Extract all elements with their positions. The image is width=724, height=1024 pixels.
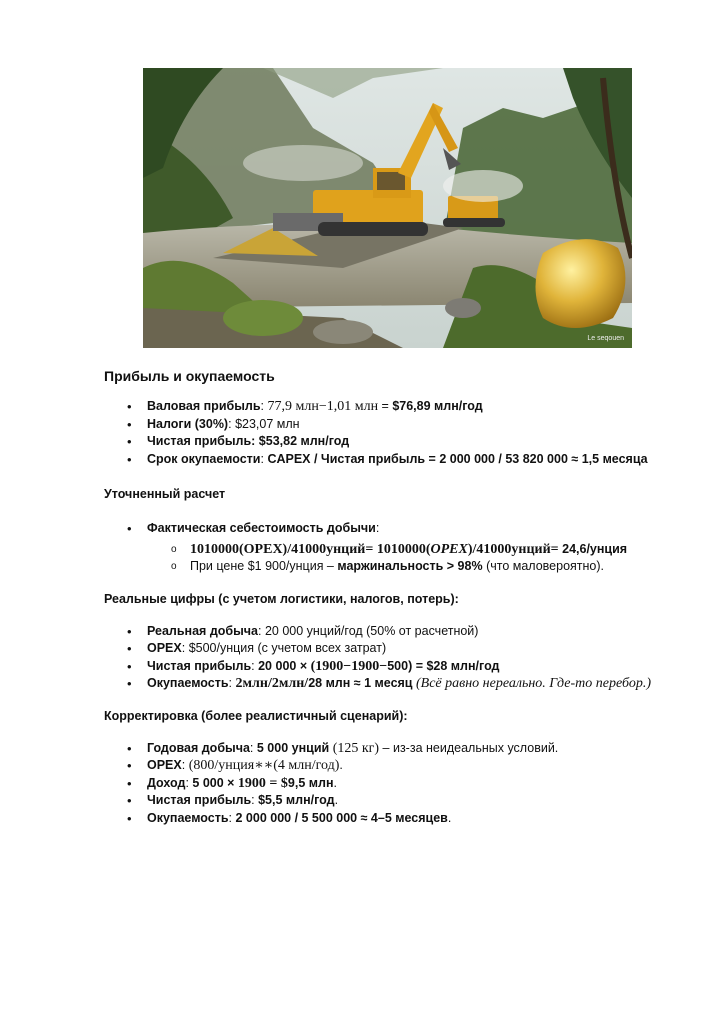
- section-title-refined: Уточненный расчет: [104, 487, 226, 501]
- sub-list-item: o 1010000(OPEX)/41000унций= 1010000(OPEX)/41000унций= 24,6/унция: [104, 541, 684, 559]
- list-item: • Чистая прибыль: 20 000 × (1900−1900−500) = $28 млн/год: [104, 658, 684, 676]
- image-watermark: Le seqouen: [587, 335, 624, 342]
- list-item: • Окупаемость: 2 000 000 / 5 500 000 ≈ 4–5 месяцев.: [104, 810, 684, 828]
- list-item: • Годовая добыча: 5 000 унций (125 кг) – из-за неидеальных условий.: [104, 740, 684, 758]
- document-body: [104, 368, 684, 827]
- profit-list: [104, 398, 684, 468]
- list-item: • Срок окупаемости: CAPEX / Чистая прибыль = 2 000 000 / 53 820 000 ≈ 1,5 месяца: [104, 451, 684, 469]
- hero-image: [143, 68, 632, 348]
- section-title-real-numbers: Реальные цифры (с учетом логистики, налогов, потерь):: [104, 591, 459, 606]
- mining-scene-illustration: [143, 68, 632, 348]
- section-title-profit: Прибыль и окупаемость: [104, 368, 275, 384]
- list-item: • Чистая прибыль: $5,5 млн/год.: [104, 792, 684, 810]
- list-item: • Фактическая себестоимость добычи:: [104, 520, 684, 538]
- refined-list: [104, 520, 684, 538]
- list-item: • OPEX: $500/унция (с учетом всех затрат): [104, 640, 684, 658]
- list-item: • Реальная добыча: 20 000 унций/год (50% от расчетной): [104, 623, 684, 641]
- sub-list-item: o При цене $1 900/унция – маржинальность > 98% (что маловероятно).: [104, 558, 684, 576]
- list-item: • Доход: 5 000 × 1900 = $9,5 млн.: [104, 775, 684, 793]
- section-title-correction: Корректировка (более реалистичный сценарий):: [104, 708, 408, 723]
- correction-list: [104, 740, 684, 828]
- real-numbers-list: [104, 623, 684, 693]
- list-item: • Валовая прибыль: 77,9 млн−1,01 млн = $76,89 млн/год: [104, 398, 684, 416]
- list-item: • Чистая прибыль: $53,82 млн/год: [104, 433, 684, 451]
- refined-sublist: [104, 541, 684, 576]
- list-item: • OPEX: (800/унция∗∗(4 млн/год).: [104, 757, 684, 775]
- list-item: • Окупаемость: 2млн/2млн/28 млн ≈ 1 месяц (Всё равно нереально. Где-то перебор.): [104, 675, 684, 693]
- list-item: • Налоги (30%): $23,07 млн: [104, 416, 684, 434]
